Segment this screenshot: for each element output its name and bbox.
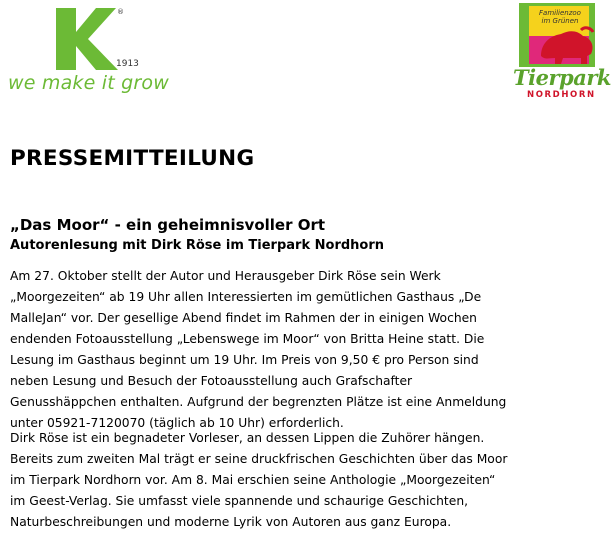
text-line: Genusshäppchen enthalten. Aufgrund der begrenzten Plätze ist eine Anmeldung (10, 395, 507, 409)
text-line: unter 05921-7120070 (täglich ab 10 Uhr) erforderlich. (10, 416, 344, 430)
text-line: Bereits zum zweiten Mal trägt er seine druckfrischen Geschichten über das Moor (10, 452, 508, 466)
document-title: PRESSEMITTEILUNG (10, 146, 255, 171)
company-logo (8, 4, 168, 98)
tierpark-city: NORDHORN (527, 90, 596, 100)
text-line: MalleJan“ vor. Der gesellige Abend findet im Rahmen der in einigen Wochen (10, 311, 477, 325)
registered-mark: ® (117, 8, 124, 16)
text-line: Lesung im Gasthaus beginnt um 19 Uhr. Im Preis von 9,50 € pro Person sind (10, 353, 479, 367)
text-line: Am 27. Oktober stellt der Autor und Herausgeber Dirk Röse sein Werk (10, 269, 441, 283)
tierpark-name: Tierpark (513, 65, 611, 90)
paragraph-1 (10, 266, 595, 434)
paragraph-2 (10, 428, 595, 533)
headline: „Das Moor“ - ein geheimnisvoller Ort (10, 216, 326, 234)
text-line: im Geest-Verlag. Sie umfasst viele spannende und schaurige Geschichten, (10, 494, 469, 508)
text-line: neben Lesung und Besuch der Fotoausstellung auch Grafschafter (10, 374, 413, 388)
subheadline: Autorenlesung mit Dirk Röse im Tierpark Nordhorn (10, 238, 385, 253)
tierpark-logo (511, 0, 611, 106)
logo-year: 1913 (116, 59, 139, 69)
tierpark-badge: Familienzoo im Grünen (539, 9, 581, 25)
k-logo-icon (52, 8, 118, 70)
text-line: im Tierpark Nordhorn vor. Am 8. Mai erschien seine Anthologie „Moorgezeiten“ (10, 473, 496, 487)
text-line: endenden Fotoausstellung „Lebenswege im Moor“ von Britta Heine statt. Die (10, 332, 485, 346)
text-line: „Moorgezeiten“ ab 19 Uhr allen Interessierten im gemütlichen Gasthaus „De (10, 290, 482, 304)
text-line: Naturbeschreibungen und moderne Lyrik von Autoren aus ganz Europa. (10, 515, 452, 529)
logo-tagline: we make it grow (8, 72, 169, 94)
text-line: Dirk Röse ist ein begnadeter Vorleser, an dessen Lippen die Zuhörer hängen. (10, 431, 485, 445)
